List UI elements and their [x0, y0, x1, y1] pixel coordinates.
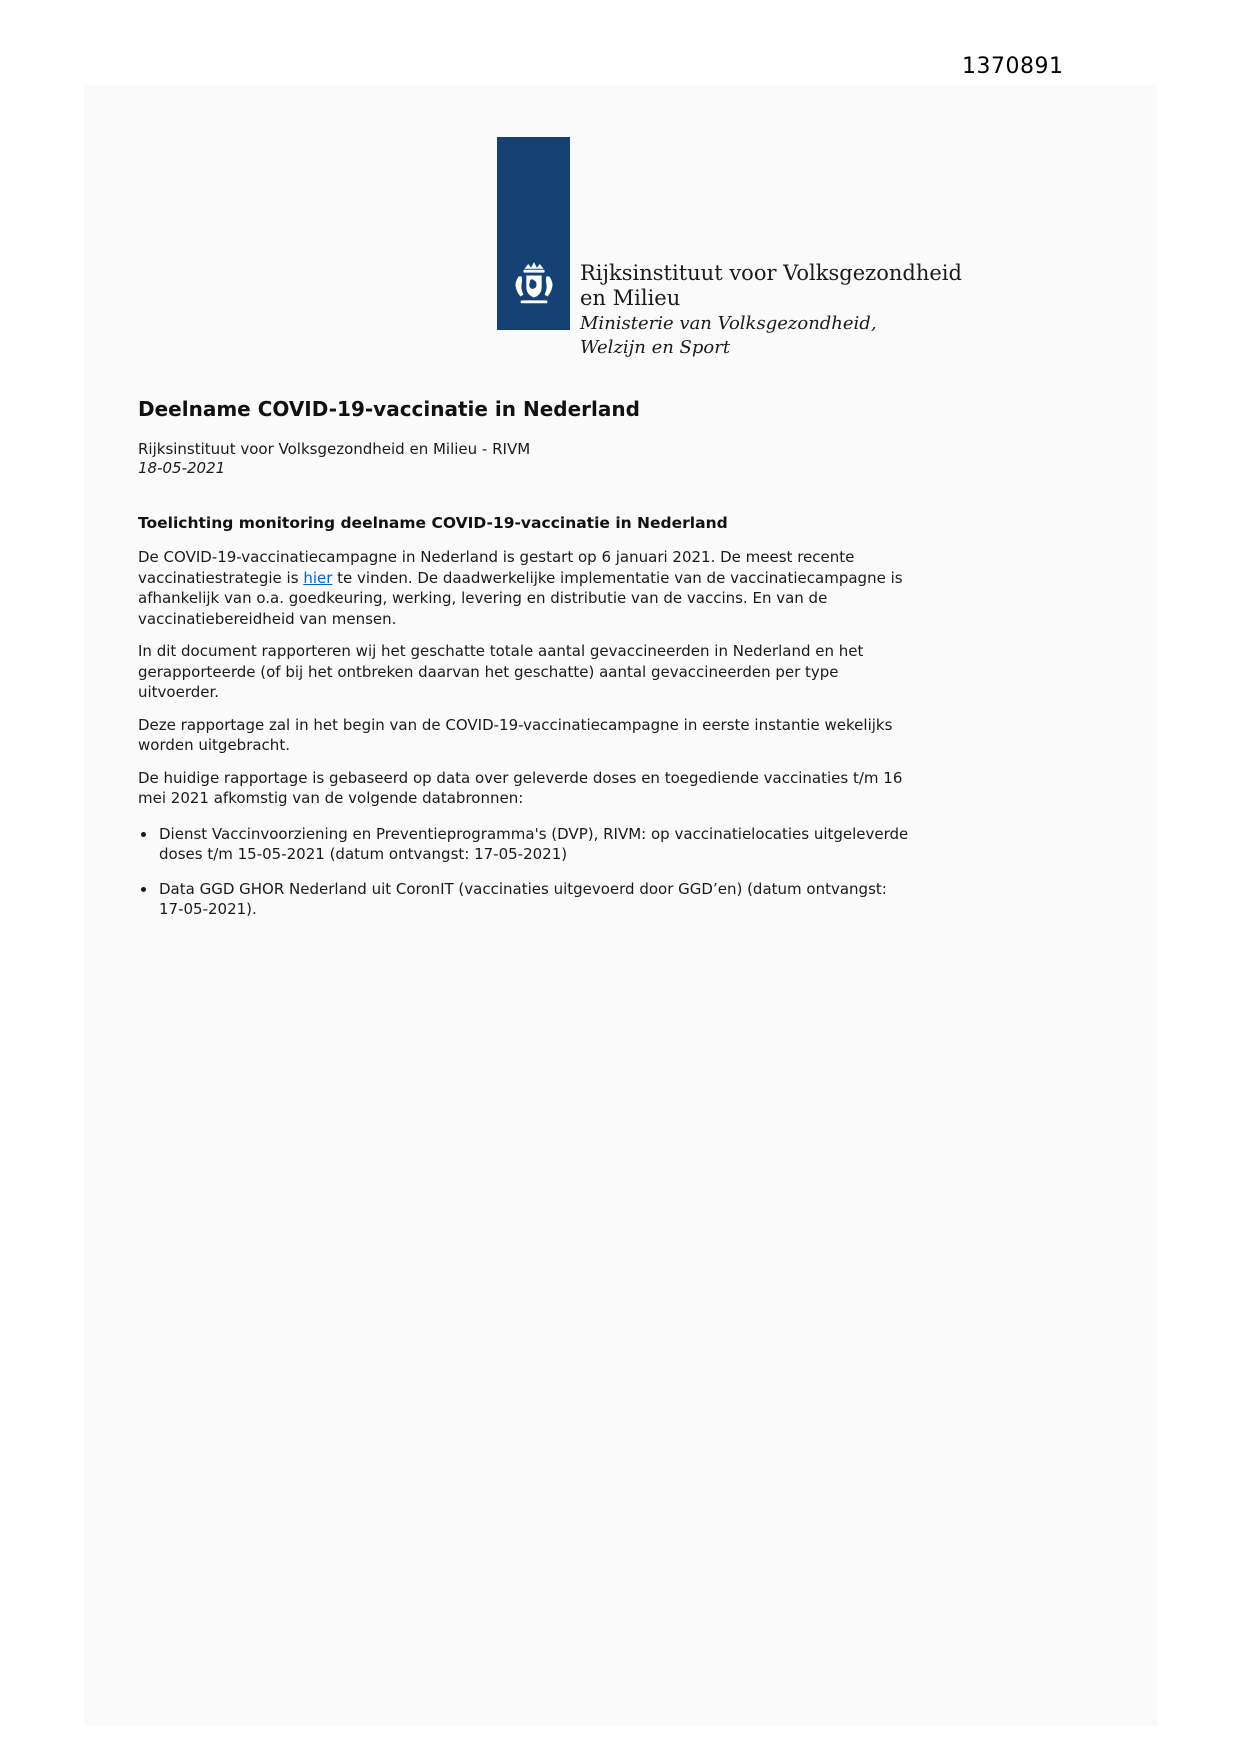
paragraph-frequency: Deze rapportage zal in het begin van de COVID-19-vaccinatiecampagne in eerste instantie wekelijks worden uitgebracht. — [138, 715, 893, 754]
list-item-dvp-source: • Dienst Vaccinvoorziening en Preventieprogramma's (DVP), RIVM: op vaccinatielocaties uitgeleverde doses t/m 15-05-2021 (datum ontvangst: 17-05-2021) — [157, 824, 916, 865]
document-subtitle: Rijksinstituut voor Volksgezondheid en Milieu - RIVM — [138, 440, 531, 458]
list-item-ggd-source: • Data GGD GHOR Nederland uit CoronIT (vaccinaties uitgevoerd door GGD’en) (datum ontvangst: 17-05-2021). — [157, 879, 916, 920]
data-source-list — [138, 824, 916, 920]
hier-link[interactable]: hier — [303, 568, 333, 587]
document-body — [138, 397, 916, 934]
page-title: Deelname COVID-19-vaccinatie in Nederland — [138, 397, 640, 421]
paragraph-data-sources-intro: De huidige rapportage is gebaseerd op data over geleverde doses en toegediende vaccinaties t/m 16 mei 2021 afkomstig van de volgende databronnen: — [138, 768, 903, 807]
paragraph-intro-before-link: De COVID-19-vaccinatiecampagne in Nederland is gestart op 6 januari 2021. De meest recente vaccinatiestrategie is — [138, 548, 855, 587]
logo-banner — [497, 137, 570, 330]
paragraph-intro — [138, 547, 916, 629]
ministry-line1: Ministerie van Volksgezondheid, — [580, 313, 877, 334]
document-number: 1370891 — [962, 54, 1064, 79]
rivm-logo — [497, 137, 1057, 367]
paragraph-report-scope: In dit document rapporteren wij het geschatte totale aantal gevaccineerden in Nederland en het gerapporteerde (of bij het ontbreken daarvan het geschatte) aantal gevaccineerden per type uitvoerder. — [138, 642, 864, 701]
document-date: 18-05-2021 — [138, 459, 226, 477]
logo-wordmark — [580, 261, 962, 360]
paragraph-intro-after-link: te vinden. De daadwerkelijke implementatie van de vaccinatiecampagne is afhankelijk van o.a. goedkeuring, werking, levering en distributie van de vaccins. En van de vaccinatiebereidheid van mensen. — [138, 568, 903, 628]
org-name-line1: Rijksinstituut voor Volksgezondheid — [580, 261, 962, 285]
rivm-coat-of-arms-icon — [511, 260, 557, 316]
org-name-line2: en Milieu — [580, 286, 681, 310]
section-heading: Toelichting monitoring deelname COVID-19-vaccinatie in Nederland — [138, 514, 728, 532]
ministry-line2: Welzijn en Sport — [580, 337, 731, 358]
